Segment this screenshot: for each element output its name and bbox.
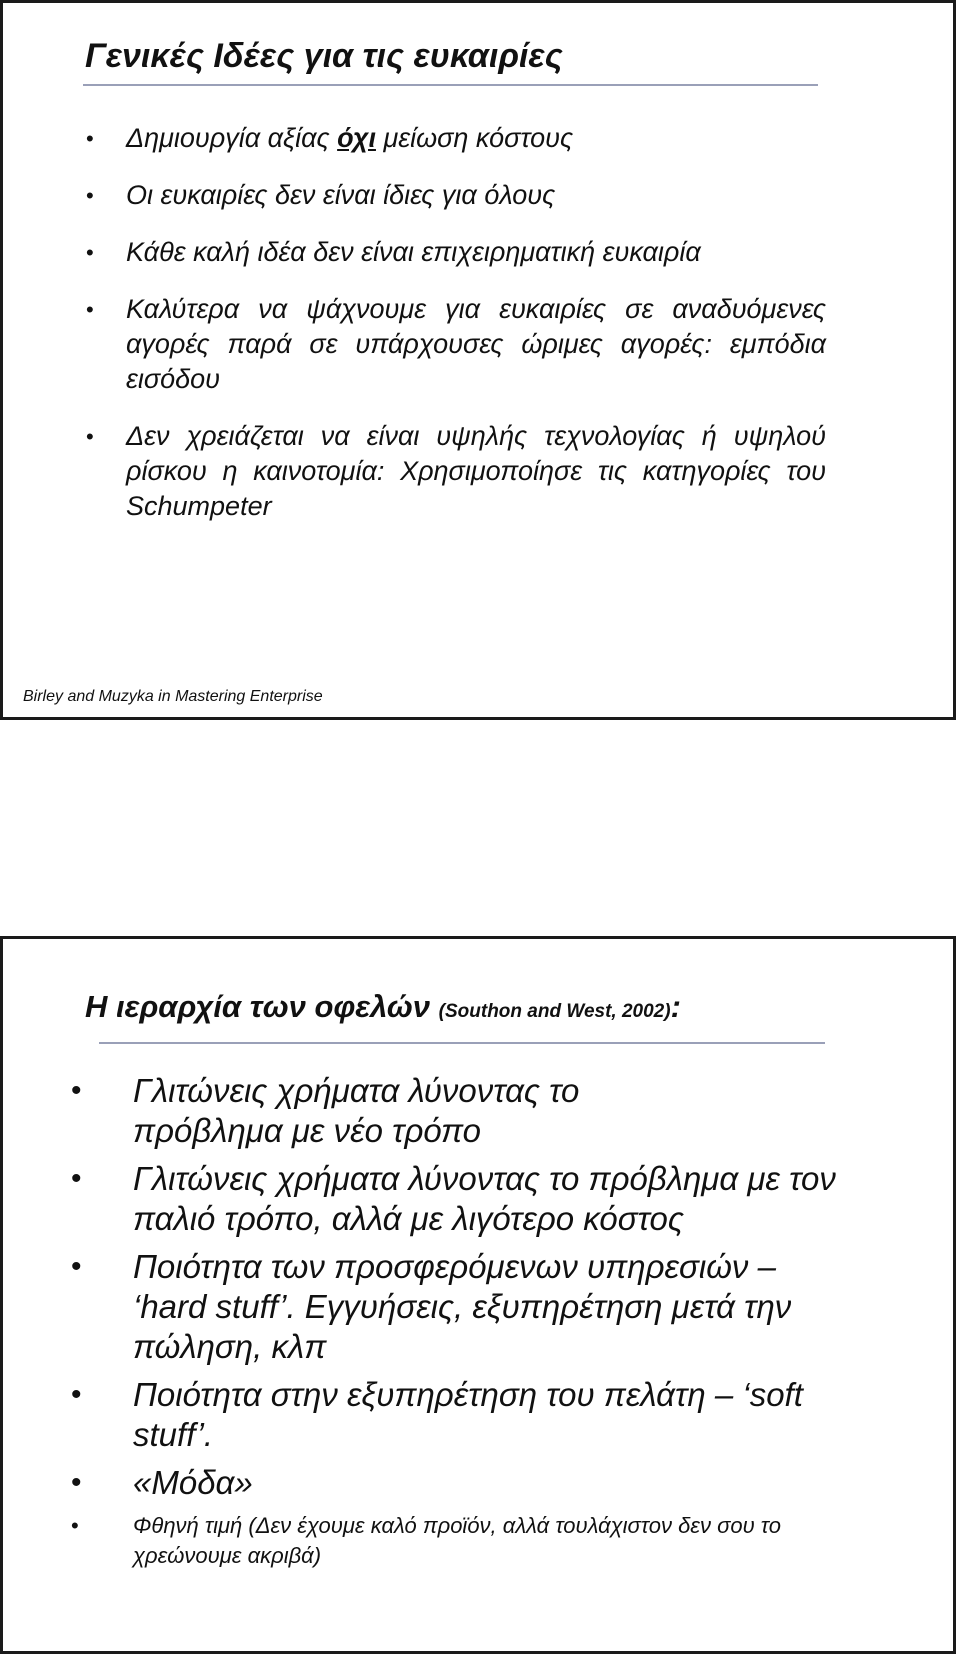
bullet-list — [86, 121, 826, 546]
list-item — [71, 1375, 873, 1455]
bullet-icon: • — [71, 1466, 82, 1499]
list-item — [86, 419, 826, 524]
title-citation: (Southon and West, 2002) — [438, 1001, 671, 1022]
list-item — [86, 178, 826, 213]
list-item-text: Δεν χρειάζεται να είναι υψηλής τεχνολογίας ή υψηλού ρίσκου η καινοτομία: Χρησιμοποίησε τις κατηγορίες του Schumpeter — [126, 421, 826, 521]
list-item-text: Κάθε καλή ιδέα δεν είναι επιχειρηματική ευκαιρία — [126, 237, 701, 267]
slide-title — [85, 989, 681, 1025]
list-item-text: Γλιτώνεις χρήματα λύνοντας το πρόβλημα με νέο τρόπο — [133, 1072, 580, 1149]
slide-benefit-hierarchy — [0, 936, 956, 1654]
list-item — [86, 235, 826, 270]
bullet-icon: • — [71, 1074, 82, 1107]
list-item — [71, 1071, 693, 1151]
list-item-text: Φθηνή τιμή (Δεν έχουμε καλό προϊόν, αλλά τουλάχιστον δεν σου το χρεώνουμε ακριβά) — [133, 1513, 781, 1568]
list-item-text: Ποιότητα των προσφερόμενων υπηρεσιών – ‘hard stuff’. Εγγυήσεις, εξυπηρέτηση μετά την πώληση, κλπ — [133, 1248, 792, 1365]
list-item-text: Οι ευκαιρίες δεν είναι ίδιες για όλους — [126, 180, 556, 210]
bullet-icon: • — [71, 1513, 79, 1538]
list-item — [71, 1511, 873, 1571]
bullet-icon: • — [71, 1162, 82, 1195]
list-item-text: Ποιότητα στην εξυπηρέτηση του πελάτη – ‘soft stuff’. — [133, 1376, 803, 1453]
list-item-text-after: μείωση κόστους — [375, 123, 574, 153]
slide-general-ideas — [0, 0, 956, 720]
list-item-text: Γλιτώνεις χρήματα λύνοντας το πρόβλημα με τον παλιό τρόπο, αλλά με λιγότερο κόστος — [133, 1160, 836, 1237]
bullet-icon: • — [86, 424, 94, 449]
bullet-list — [71, 1071, 873, 1579]
bullet-icon: • — [71, 1378, 82, 1411]
list-item-text: Καλύτερα να ψάχνουμε για ευκαιρίες σε αναδυόμενες αγορές παρά σε υπάρχουσες ώριμες αγορές: εμπόδια εισόδου — [126, 294, 826, 394]
list-item — [71, 1247, 823, 1367]
slide-title: Γενικές Ιδέες για τις ευκαιρίες — [85, 37, 563, 75]
bullet-icon: • — [71, 1250, 82, 1283]
slide-title-text: Η ιεραρχία των οφελών — [85, 989, 431, 1024]
title-divider — [99, 1042, 825, 1044]
list-item — [71, 1463, 873, 1503]
list-item-text: «Μόδα» — [133, 1464, 253, 1501]
bullet-icon: • — [86, 297, 94, 322]
title-divider — [83, 84, 818, 86]
list-item — [86, 292, 826, 397]
emphasis-text: όχι — [337, 123, 376, 153]
source-credit: Birley and Muzyka in Mastering Enterprise — [23, 688, 323, 705]
list-item — [71, 1159, 853, 1239]
bullet-icon: • — [86, 183, 94, 208]
title-colon: : — [670, 989, 681, 1024]
list-item-text-before: Δημιουργία αξίας — [126, 123, 338, 153]
bullet-icon: • — [86, 240, 94, 265]
list-item — [86, 121, 826, 156]
bullet-icon: • — [86, 126, 94, 151]
